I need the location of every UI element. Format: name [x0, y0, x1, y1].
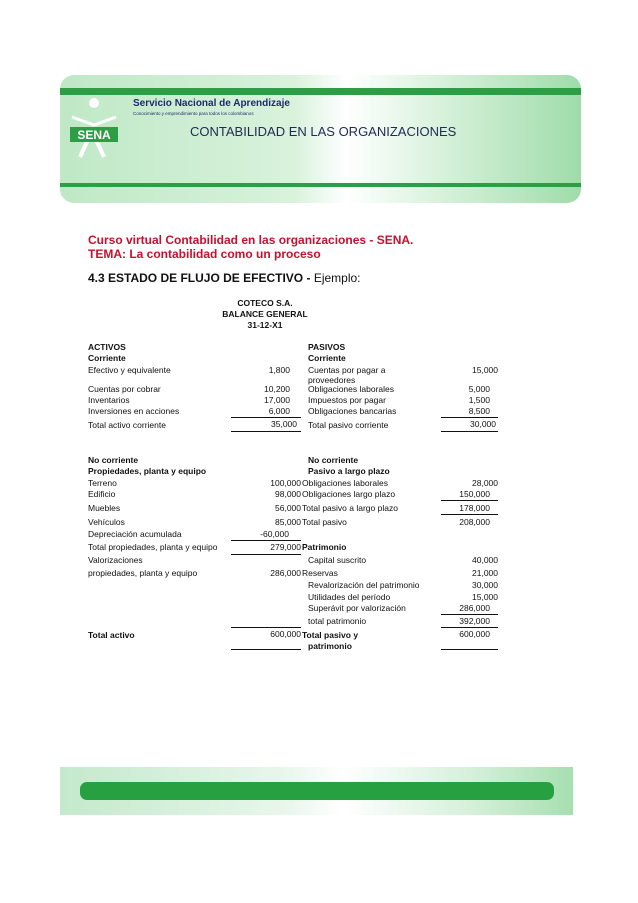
footer-banner	[60, 767, 573, 815]
liability-label: Obligaciones bancarias	[308, 406, 397, 416]
total-lp-value: 178,000	[459, 503, 490, 513]
total-activo-label: Total activo	[88, 630, 135, 640]
asset-value: 10,200	[264, 384, 290, 394]
asset-value: 6,000	[268, 406, 290, 416]
asset-label: Inventarios	[88, 395, 130, 405]
ppe-label: Depreciación acumulada	[88, 529, 182, 539]
asset-value: 17,000	[264, 395, 290, 405]
company-name: COTECO S.A.	[237, 298, 293, 308]
org-name: Servicio Nacional de Aprendizaje	[133, 98, 290, 109]
equity-value: 30,000	[472, 580, 498, 590]
equity-value: 40,000	[472, 555, 498, 565]
total-activo-corriente-label: Total activo corriente	[88, 420, 166, 430]
liability-value: 8,500	[468, 406, 490, 416]
equity-label: Revalorización del patrimonio	[308, 580, 420, 590]
section-title: 4.3 ESTADO DE FLUJO DE EFECTIVO -	[88, 271, 314, 285]
total-pasivo-patrimonio-label: Total pasivo y	[302, 630, 359, 640]
equity-label: Utilidades del período	[308, 592, 391, 602]
lp-label: Obligaciones largo plazo	[302, 489, 396, 499]
ppe-label: Terreno	[88, 478, 117, 488]
section-example: Ejemplo:	[313, 271, 361, 285]
pasivos-corriente: Corriente	[308, 353, 346, 363]
header-stripe-bottom	[60, 183, 581, 187]
section-heading	[88, 271, 361, 285]
total-ppe-label: Total propiedades, planta y equipo	[88, 542, 218, 552]
equity-label: Reservas	[302, 568, 338, 578]
valorizaciones-ppe-label: propiedades, planta y equipo	[88, 568, 198, 578]
header-stripe-top	[60, 88, 581, 95]
banner-title: CONTABILIDAD EN LAS ORGANIZACIONES	[190, 124, 457, 139]
lp-value: 28,000	[472, 478, 498, 488]
total-pasivo-corriente-label: Total pasivo corriente	[308, 420, 389, 430]
svg-text:SENA: SENA	[77, 128, 111, 142]
course-title: Curso virtual Contabilidad en las organizaciones - SENA.	[88, 233, 414, 247]
rule	[231, 554, 301, 555]
rule	[441, 614, 498, 615]
header-banner	[60, 75, 581, 203]
statement-date: 31-12-X1	[247, 320, 283, 330]
total-lp-label: Total pasivo a largo plazo	[302, 503, 398, 513]
asset-value: 1,800	[268, 365, 290, 375]
asset-label: Efectivo y equivalente	[88, 365, 171, 375]
rule	[231, 431, 301, 432]
rule	[441, 417, 498, 418]
rule	[231, 627, 301, 628]
ppe-value: 98,000	[275, 489, 301, 499]
ppe-label: Edificio	[88, 489, 116, 499]
org-tagline: Conocimiento y emprendimiento para todos los colombianos	[133, 111, 254, 116]
equity-label: Capital suscrito	[308, 555, 367, 565]
pasivos-no-corriente: No corriente	[308, 455, 359, 465]
ppe-value: -60,000	[260, 529, 289, 539]
equity-value: 21,000	[472, 568, 498, 578]
rule	[231, 540, 301, 541]
liability-label-2: proveedores	[308, 375, 356, 385]
lp-label: Obligaciones laborales	[302, 478, 388, 488]
equity-value: 15,000	[472, 592, 498, 602]
ppe-value: 100,000	[270, 478, 301, 488]
liability-label: Impuestos por pagar	[308, 395, 386, 405]
total-activo-value: 600,000	[270, 629, 301, 639]
rule	[441, 627, 498, 628]
ppe-label: Muebles	[88, 503, 121, 513]
total-activo-corriente-value: 35,000	[271, 419, 297, 429]
valorizaciones-label: Valorizaciones	[88, 555, 143, 565]
statement-title: BALANCE GENERAL	[222, 309, 308, 319]
tema-line	[88, 247, 321, 261]
largo-plazo-heading: Pasivo a largo plazo	[308, 466, 390, 476]
total-pasivo-patrimonio-label-2: patrimonio	[308, 641, 352, 651]
total-patrimonio-value: 392,000	[459, 616, 490, 626]
ppe-value: 85,000	[275, 517, 301, 527]
liability-label: Cuentas por pagar a	[308, 365, 386, 375]
total-pasivo-corriente-value: 30,000	[470, 419, 496, 429]
rule	[441, 514, 498, 515]
patrimonio-heading: Patrimonio	[302, 542, 347, 552]
liability-label: Obligaciones laborales	[308, 384, 394, 394]
liability-value: 15,000	[472, 365, 498, 375]
ppe-label: Vehículos	[88, 517, 125, 527]
pasivos-heading: PASIVOS	[308, 342, 346, 352]
sena-logo-icon	[68, 95, 120, 165]
tema-value: La contabilidad como un proceso	[126, 247, 321, 261]
total-ppe-value: 279,000	[270, 542, 301, 552]
rule	[441, 500, 498, 501]
liability-value: 5,000	[468, 384, 490, 394]
liability-value: 1,500	[468, 395, 490, 405]
total-pasivo-patrimonio-value: 600,000	[459, 629, 490, 639]
asset-label: Cuentas por cobrar	[88, 384, 161, 394]
activos-heading: ACTIVOS	[88, 342, 126, 352]
activos-no-corriente: No corriente	[88, 455, 139, 465]
valorizaciones-ppe-value: 286,000	[270, 568, 301, 578]
asset-label: Inversiones en acciones	[88, 406, 180, 416]
activos-corriente: Corriente	[88, 353, 126, 363]
rule	[441, 649, 498, 650]
total-patrimonio-label: total patrimonio	[308, 616, 367, 626]
rule	[231, 649, 301, 650]
footer-bar	[80, 782, 554, 800]
total-pasivo-value: 208,000	[459, 517, 490, 527]
rule	[441, 431, 498, 432]
equity-value: 286,000	[459, 603, 490, 613]
total-pasivo-label: Total pasivo	[302, 517, 347, 527]
ppe-value: 56,000	[275, 503, 301, 513]
ppe-heading: Propiedades, planta y equipo	[88, 466, 207, 476]
lp-value: 150,000	[459, 489, 490, 499]
tema-label: TEMA:	[88, 247, 126, 261]
rule	[231, 417, 301, 418]
equity-label: Superávit por valorización	[308, 603, 406, 613]
